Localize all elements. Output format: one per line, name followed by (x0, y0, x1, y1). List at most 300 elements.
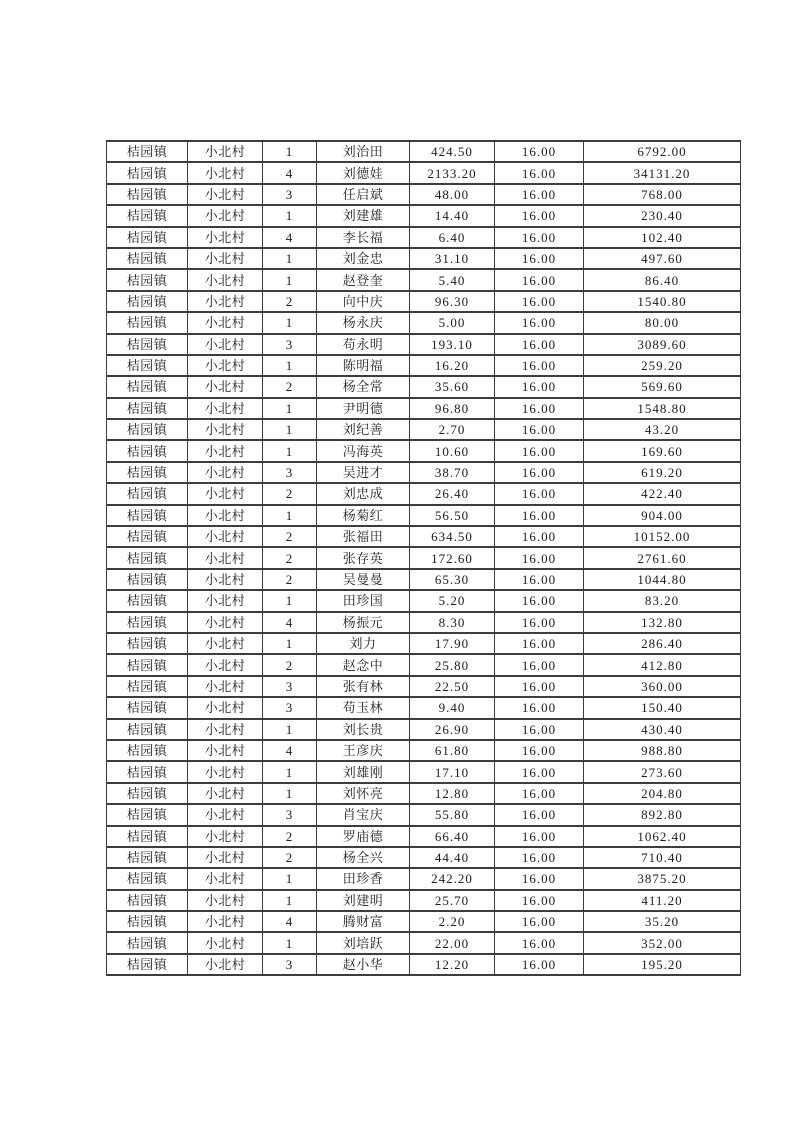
quantity-cell: 66.40 (410, 826, 495, 847)
name-cell: 张有林 (317, 676, 410, 697)
village-cell: 小北村 (188, 440, 263, 461)
village-cell: 小北村 (188, 697, 263, 718)
name-cell: 向中庆 (317, 291, 410, 312)
unit-price-cell: 16.00 (495, 890, 584, 911)
unit-price-cell: 16.00 (495, 612, 584, 633)
quantity-cell: 17.90 (410, 633, 495, 654)
town-cell: 桔园镇 (107, 419, 188, 440)
count-cell: 3 (263, 804, 317, 825)
count-cell: 1 (263, 932, 317, 953)
name-cell: 刘治田 (317, 141, 410, 162)
town-cell: 桔园镇 (107, 248, 188, 269)
unit-price-cell: 16.00 (495, 526, 584, 547)
village-cell: 小北村 (188, 355, 263, 376)
quantity-cell: 96.30 (410, 291, 495, 312)
quantity-cell: 6.40 (410, 227, 495, 248)
village-cell: 小北村 (188, 205, 263, 226)
amount-cell: 1044.80 (584, 569, 741, 590)
unit-price-cell: 16.00 (495, 269, 584, 290)
amount-cell: 1540.80 (584, 291, 741, 312)
amount-cell: 904.00 (584, 505, 741, 526)
amount-cell: 83.20 (584, 590, 741, 611)
amount-cell: 1548.80 (584, 398, 741, 419)
name-cell: 刘培跃 (317, 932, 410, 953)
unit-price-cell: 16.00 (495, 954, 584, 975)
village-cell: 小北村 (188, 483, 263, 504)
amount-cell: 150.40 (584, 697, 741, 718)
name-cell: 任启斌 (317, 184, 410, 205)
quantity-cell: 35.60 (410, 376, 495, 397)
unit-price-cell: 16.00 (495, 761, 584, 782)
name-cell: 苟永明 (317, 334, 410, 355)
village-cell: 小北村 (188, 227, 263, 248)
table-row (107, 761, 741, 782)
quantity-cell: 25.80 (410, 654, 495, 675)
count-cell: 1 (263, 590, 317, 611)
name-cell: 刘金忠 (317, 248, 410, 269)
name-cell: 冯海英 (317, 440, 410, 461)
unit-price-cell: 16.00 (495, 740, 584, 761)
quantity-cell: 193.10 (410, 334, 495, 355)
amount-cell: 412.80 (584, 654, 741, 675)
table-row (107, 248, 741, 269)
quantity-cell: 48.00 (410, 184, 495, 205)
count-cell: 2 (263, 569, 317, 590)
village-cell: 小北村 (188, 847, 263, 868)
unit-price-cell: 16.00 (495, 291, 584, 312)
count-cell: 4 (263, 612, 317, 633)
unit-price-cell: 16.00 (495, 590, 584, 611)
town-cell: 桔园镇 (107, 312, 188, 333)
table-row (107, 890, 741, 911)
name-cell: 张福田 (317, 526, 410, 547)
quantity-cell: 22.50 (410, 676, 495, 697)
table-row (107, 184, 741, 205)
amount-cell: 1062.40 (584, 826, 741, 847)
town-cell: 桔园镇 (107, 954, 188, 975)
unit-price-cell: 16.00 (495, 697, 584, 718)
quantity-cell: 5.20 (410, 590, 495, 611)
amount-cell: 259.20 (584, 355, 741, 376)
unit-price-cell: 16.00 (495, 419, 584, 440)
name-cell: 田珍国 (317, 590, 410, 611)
unit-price-cell: 16.00 (495, 505, 584, 526)
town-cell: 桔园镇 (107, 633, 188, 654)
unit-price-cell: 16.00 (495, 911, 584, 932)
name-cell: 刘纪善 (317, 419, 410, 440)
town-cell: 桔园镇 (107, 227, 188, 248)
count-cell: 2 (263, 376, 317, 397)
count-cell: 1 (263, 141, 317, 162)
count-cell: 1 (263, 890, 317, 911)
town-cell: 桔园镇 (107, 162, 188, 183)
count-cell: 3 (263, 954, 317, 975)
town-cell: 桔园镇 (107, 269, 188, 290)
name-cell: 罗庙德 (317, 826, 410, 847)
name-cell: 田珍香 (317, 868, 410, 889)
name-cell: 刘长贵 (317, 719, 410, 740)
count-cell: 2 (263, 826, 317, 847)
quantity-cell: 2.70 (410, 419, 495, 440)
count-cell: 4 (263, 227, 317, 248)
name-cell: 张存英 (317, 547, 410, 568)
table-row (107, 483, 741, 504)
village-cell: 小北村 (188, 654, 263, 675)
name-cell: 杨振元 (317, 612, 410, 633)
village-cell: 小北村 (188, 890, 263, 911)
village-cell: 小北村 (188, 676, 263, 697)
town-cell: 桔园镇 (107, 719, 188, 740)
town-cell: 桔园镇 (107, 932, 188, 953)
village-cell: 小北村 (188, 868, 263, 889)
town-cell: 桔园镇 (107, 440, 188, 461)
village-cell: 小北村 (188, 761, 263, 782)
table-row (107, 569, 741, 590)
name-cell: 杨全兴 (317, 847, 410, 868)
table-row (107, 291, 741, 312)
unit-price-cell: 16.00 (495, 248, 584, 269)
count-cell: 1 (263, 633, 317, 654)
quantity-cell: 22.00 (410, 932, 495, 953)
quantity-cell: 424.50 (410, 141, 495, 162)
town-cell: 桔园镇 (107, 612, 188, 633)
table-row (107, 141, 741, 162)
unit-price-cell: 16.00 (495, 719, 584, 740)
village-cell: 小北村 (188, 376, 263, 397)
table-row (107, 312, 741, 333)
table-row (107, 205, 741, 226)
table-row (107, 911, 741, 932)
table-row (107, 526, 741, 547)
count-cell: 1 (263, 398, 317, 419)
village-cell: 小北村 (188, 633, 263, 654)
amount-cell: 169.60 (584, 440, 741, 461)
village-cell: 小北村 (188, 526, 263, 547)
table-row (107, 932, 741, 953)
unit-price-cell: 16.00 (495, 932, 584, 953)
count-cell: 1 (263, 355, 317, 376)
amount-cell: 497.60 (584, 248, 741, 269)
quantity-cell: 14.40 (410, 205, 495, 226)
table-row (107, 227, 741, 248)
quantity-cell: 9.40 (410, 697, 495, 718)
table-row (107, 547, 741, 568)
table-row (107, 462, 741, 483)
name-cell: 王彦庆 (317, 740, 410, 761)
village-cell: 小北村 (188, 141, 263, 162)
quantity-cell: 16.20 (410, 355, 495, 376)
quantity-cell: 38.70 (410, 462, 495, 483)
quantity-cell: 634.50 (410, 526, 495, 547)
quantity-cell: 31.10 (410, 248, 495, 269)
village-cell: 小北村 (188, 248, 263, 269)
amount-cell: 619.20 (584, 462, 741, 483)
unit-price-cell: 16.00 (495, 227, 584, 248)
count-cell: 1 (263, 783, 317, 804)
village-cell: 小北村 (188, 269, 263, 290)
count-cell: 4 (263, 162, 317, 183)
town-cell: 桔园镇 (107, 291, 188, 312)
name-cell: 吴进才 (317, 462, 410, 483)
name-cell: 苟玉林 (317, 697, 410, 718)
town-cell: 桔园镇 (107, 526, 188, 547)
table-row (107, 505, 741, 526)
amount-cell: 411.20 (584, 890, 741, 911)
town-cell: 桔园镇 (107, 890, 188, 911)
town-cell: 桔园镇 (107, 826, 188, 847)
village-cell: 小北村 (188, 334, 263, 355)
count-cell: 3 (263, 334, 317, 355)
table-row (107, 419, 741, 440)
quantity-cell: 2.20 (410, 911, 495, 932)
amount-cell: 768.00 (584, 184, 741, 205)
town-cell: 桔园镇 (107, 398, 188, 419)
count-cell: 1 (263, 269, 317, 290)
table-row (107, 334, 741, 355)
town-cell: 桔园镇 (107, 376, 188, 397)
quantity-cell: 5.40 (410, 269, 495, 290)
quantity-cell: 61.80 (410, 740, 495, 761)
name-cell: 赵念中 (317, 654, 410, 675)
town-cell: 桔园镇 (107, 483, 188, 504)
name-cell: 尹明德 (317, 398, 410, 419)
name-cell: 刘建明 (317, 890, 410, 911)
name-cell: 杨全常 (317, 376, 410, 397)
town-cell: 桔园镇 (107, 141, 188, 162)
count-cell: 1 (263, 868, 317, 889)
quantity-cell: 8.30 (410, 612, 495, 633)
town-cell: 桔园镇 (107, 505, 188, 526)
count-cell: 4 (263, 740, 317, 761)
amount-cell: 352.00 (584, 932, 741, 953)
amount-cell: 3875.20 (584, 868, 741, 889)
name-cell: 李长福 (317, 227, 410, 248)
village-cell: 小北村 (188, 505, 263, 526)
table-row (107, 162, 741, 183)
name-cell: 刘忠成 (317, 483, 410, 504)
town-cell: 桔园镇 (107, 355, 188, 376)
town-cell: 桔园镇 (107, 184, 188, 205)
village-cell: 小北村 (188, 547, 263, 568)
name-cell: 杨永庆 (317, 312, 410, 333)
amount-cell: 286.40 (584, 633, 741, 654)
count-cell: 1 (263, 440, 317, 461)
name-cell: 肖宝庆 (317, 804, 410, 825)
town-cell: 桔园镇 (107, 911, 188, 932)
village-cell: 小北村 (188, 419, 263, 440)
unit-price-cell: 16.00 (495, 569, 584, 590)
table-row (107, 783, 741, 804)
village-cell: 小北村 (188, 826, 263, 847)
town-cell: 桔园镇 (107, 804, 188, 825)
amount-cell: 204.80 (584, 783, 741, 804)
unit-price-cell: 16.00 (495, 483, 584, 504)
town-cell: 桔园镇 (107, 783, 188, 804)
unit-price-cell: 16.00 (495, 440, 584, 461)
town-cell: 桔园镇 (107, 547, 188, 568)
count-cell: 2 (263, 526, 317, 547)
amount-cell: 10152.00 (584, 526, 741, 547)
unit-price-cell: 16.00 (495, 312, 584, 333)
town-cell: 桔园镇 (107, 590, 188, 611)
name-cell: 赵小华 (317, 954, 410, 975)
amount-cell: 430.40 (584, 719, 741, 740)
name-cell: 陈明福 (317, 355, 410, 376)
table-row (107, 654, 741, 675)
town-cell: 桔园镇 (107, 462, 188, 483)
village-cell: 小北村 (188, 783, 263, 804)
quantity-cell: 17.10 (410, 761, 495, 782)
village-cell: 小北村 (188, 162, 263, 183)
name-cell: 刘力 (317, 633, 410, 654)
unit-price-cell: 16.00 (495, 334, 584, 355)
count-cell: 2 (263, 847, 317, 868)
village-cell: 小北村 (188, 954, 263, 975)
table-row (107, 847, 741, 868)
unit-price-cell: 16.00 (495, 162, 584, 183)
unit-price-cell: 16.00 (495, 633, 584, 654)
quantity-cell: 12.80 (410, 783, 495, 804)
amount-cell: 34131.20 (584, 162, 741, 183)
unit-price-cell: 16.00 (495, 847, 584, 868)
table-row (107, 740, 741, 761)
amount-cell: 86.40 (584, 269, 741, 290)
amount-cell: 2761.60 (584, 547, 741, 568)
unit-price-cell: 16.00 (495, 398, 584, 419)
amount-cell: 230.40 (584, 205, 741, 226)
count-cell: 3 (263, 462, 317, 483)
name-cell: 刘德娃 (317, 162, 410, 183)
name-cell: 腾财富 (317, 911, 410, 932)
unit-price-cell: 16.00 (495, 783, 584, 804)
count-cell: 2 (263, 483, 317, 504)
count-cell: 2 (263, 291, 317, 312)
amount-cell: 102.40 (584, 227, 741, 248)
town-cell: 桔园镇 (107, 205, 188, 226)
quantity-cell: 5.00 (410, 312, 495, 333)
table-row (107, 697, 741, 718)
village-cell: 小北村 (188, 291, 263, 312)
town-cell: 桔园镇 (107, 868, 188, 889)
amount-cell: 892.80 (584, 804, 741, 825)
village-cell: 小北村 (188, 462, 263, 483)
town-cell: 桔园镇 (107, 761, 188, 782)
village-cell: 小北村 (188, 184, 263, 205)
quantity-cell: 56.50 (410, 505, 495, 526)
town-cell: 桔园镇 (107, 676, 188, 697)
amount-cell: 710.40 (584, 847, 741, 868)
table-row (107, 398, 741, 419)
unit-price-cell: 16.00 (495, 355, 584, 376)
quantity-cell: 172.60 (410, 547, 495, 568)
amount-cell: 273.60 (584, 761, 741, 782)
count-cell: 1 (263, 312, 317, 333)
count-cell: 4 (263, 911, 317, 932)
amount-cell: 6792.00 (584, 141, 741, 162)
table-row (107, 868, 741, 889)
count-cell: 1 (263, 248, 317, 269)
town-cell: 桔园镇 (107, 569, 188, 590)
table-row (107, 612, 741, 633)
amount-cell: 569.60 (584, 376, 741, 397)
quantity-cell: 65.30 (410, 569, 495, 590)
unit-price-cell: 16.00 (495, 868, 584, 889)
quantity-cell: 55.80 (410, 804, 495, 825)
table-row (107, 676, 741, 697)
table-row (107, 826, 741, 847)
amount-cell: 3089.60 (584, 334, 741, 355)
payment-table (106, 140, 741, 976)
unit-price-cell: 16.00 (495, 826, 584, 847)
name-cell: 刘怀亮 (317, 783, 410, 804)
quantity-cell: 96.80 (410, 398, 495, 419)
unit-price-cell: 16.00 (495, 547, 584, 568)
village-cell: 小北村 (188, 911, 263, 932)
village-cell: 小北村 (188, 590, 263, 611)
village-cell: 小北村 (188, 312, 263, 333)
table-row (107, 954, 741, 975)
village-cell: 小北村 (188, 740, 263, 761)
unit-price-cell: 16.00 (495, 654, 584, 675)
village-cell: 小北村 (188, 569, 263, 590)
count-cell: 1 (263, 419, 317, 440)
table-row (107, 355, 741, 376)
village-cell: 小北村 (188, 932, 263, 953)
amount-cell: 35.20 (584, 911, 741, 932)
amount-cell: 80.00 (584, 312, 741, 333)
unit-price-cell: 16.00 (495, 676, 584, 697)
table-row (107, 719, 741, 740)
quantity-cell: 2133.20 (410, 162, 495, 183)
count-cell: 2 (263, 547, 317, 568)
amount-cell: 988.80 (584, 740, 741, 761)
village-cell: 小北村 (188, 719, 263, 740)
count-cell: 2 (263, 654, 317, 675)
count-cell: 3 (263, 676, 317, 697)
town-cell: 桔园镇 (107, 697, 188, 718)
table-body (107, 141, 741, 975)
name-cell: 吴曼曼 (317, 569, 410, 590)
amount-cell: 360.00 (584, 676, 741, 697)
amount-cell: 422.40 (584, 483, 741, 504)
name-cell: 赵登奎 (317, 269, 410, 290)
village-cell: 小北村 (188, 612, 263, 633)
unit-price-cell: 16.00 (495, 804, 584, 825)
table-row (107, 590, 741, 611)
name-cell: 刘雄刚 (317, 761, 410, 782)
count-cell: 1 (263, 719, 317, 740)
town-cell: 桔园镇 (107, 654, 188, 675)
quantity-cell: 26.40 (410, 483, 495, 504)
unit-price-cell: 16.00 (495, 462, 584, 483)
quantity-cell: 242.20 (410, 868, 495, 889)
unit-price-cell: 16.00 (495, 184, 584, 205)
table-row (107, 269, 741, 290)
count-cell: 1 (263, 205, 317, 226)
count-cell: 3 (263, 697, 317, 718)
amount-cell: 195.20 (584, 954, 741, 975)
unit-price-cell: 16.00 (495, 376, 584, 397)
count-cell: 1 (263, 761, 317, 782)
unit-price-cell: 16.00 (495, 141, 584, 162)
table-row (107, 440, 741, 461)
amount-cell: 132.80 (584, 612, 741, 633)
name-cell: 刘建雄 (317, 205, 410, 226)
count-cell: 3 (263, 184, 317, 205)
quantity-cell: 10.60 (410, 440, 495, 461)
table-row (107, 804, 741, 825)
village-cell: 小北村 (188, 804, 263, 825)
